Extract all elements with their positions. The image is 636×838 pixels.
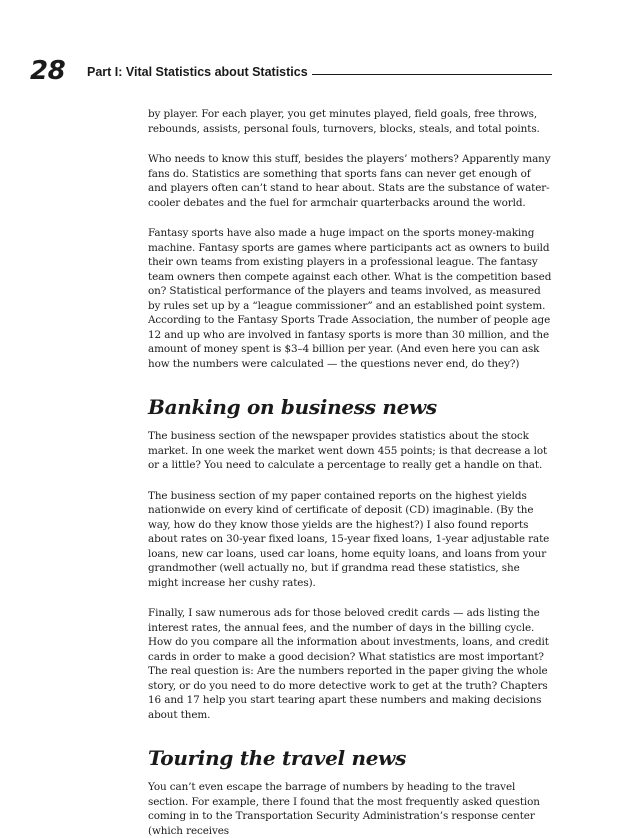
- paragraph-yields-loans: The business section of my paper contained reports on the highest yields nationwide on every kind of certificate of deposit (CD) imaginable. (By the way, how do they know those yields are the highest?) I also found reports about rates on 30-year fixed loans, 15-year fixed loans, 1-year adjustable rate loans, new car loans, used car loans, home equity loans, and loans from your grandmother (well actually no, but if grandma read these statistics, she might increase her cushy rates).: [148, 489, 550, 589]
- running-head: Part I: Vital Statistics about Statistics: [87, 65, 308, 79]
- section-heading-travel: Touring the travel news: [148, 746, 407, 770]
- paragraph-sports-fans: Who needs to know this stuff, besides the players’ mothers? Apparently many fans do. Statistics are something that sports fans can never get enough of and players often can’t stand to hear about. Stats are the substance of water-cooler debates and the fuel for armchair quarterbacks around the world.: [148, 153, 551, 209]
- paragraph-fantasy-sports: Fantasy sports have also made a huge impact on the sports money-making machine. Fantasy sports are games where participants act as owners to build their own teams from existing players in a professional league. The fantasy team owners then compete against each other. What is the competition based on? Statistical performance of the players and teams involved, as measured by rules set up by a “league commissioner” and an established point system. According to the Fantasy Sports Trade Association, the number of people age 12 and up who are involved in fantasy sports is more than 30 million, and the amount of money spent is $3–4 billion per year. (And even here you can ask how the numbers were calculated — the questions never end, do they?): [148, 227, 552, 370]
- paragraph-travel-section: You can’t even escape the barrage of numbers by heading to the travel section. For example, there I found that the most frequently asked question coming in to the Transportation Security Administration’s response center (which receives: [148, 781, 540, 837]
- paragraph-stock-market: The business section of the newspaper provides statistics about the stock market. In one week the market went down 455 points; is that decrease a lot or a little? You need to calculate a percentage to really get a handle on that.: [148, 430, 548, 471]
- header-rule: [312, 74, 552, 75]
- page-number: 28: [30, 56, 66, 86]
- page-header: [30, 58, 552, 84]
- page-body: [148, 107, 552, 838]
- section-heading-business: Banking on business news: [148, 395, 437, 419]
- paragraph-credit-cards: Finally, I saw numerous ads for those beloved credit cards — ads listing the interest rates, the annual fees, and the number of days in the billing cycle. How do you compare all the information about investments, loans, and credit cards in order to make a good decision? What statistics are most important? The real question is: Are the numbers reported in the paper giving the whole story, or do you need to do more detective work to get at the truth? Chapters 16 and 17 help you start tearing apart these numbers and making decisions about them.: [148, 607, 549, 721]
- paragraph-player-stats: by player. For each player, you get minutes played, field goals, free throws, rebounds, assists, personal fouls, turnovers, blocks, steals, and total points.: [148, 108, 540, 135]
